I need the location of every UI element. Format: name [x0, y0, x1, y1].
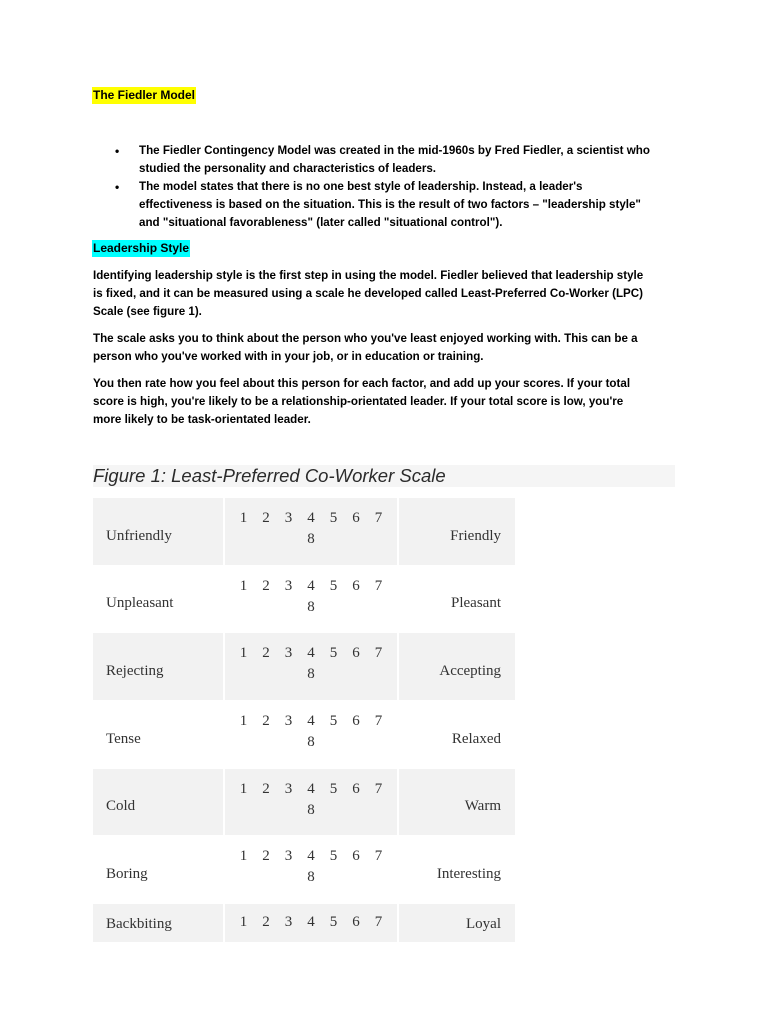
lpc-cell-scale	[225, 769, 397, 836]
rating-number: 7	[374, 645, 383, 662]
bullet-dot: •	[115, 144, 120, 158]
bullet-dot: •	[115, 180, 120, 194]
lpc-left-label: Cold	[106, 798, 136, 815]
rating-number: 2	[262, 645, 270, 662]
paragraph-line: score is high, you're likely to be a relationship-orientated leader. If your total score is low, you're	[93, 395, 624, 408]
rating-number: 6	[352, 914, 360, 931]
rating-number: 2	[262, 577, 270, 594]
rating-number: 1	[239, 645, 248, 662]
lpc-cell-right	[399, 498, 515, 565]
rating-number: 2	[262, 848, 270, 865]
rating-number: 5	[329, 713, 338, 730]
lpc-cell-right	[399, 566, 515, 633]
rating-number: 8	[307, 801, 315, 818]
paragraph	[93, 330, 673, 366]
lpc-left-label: Backbiting	[106, 916, 172, 933]
rating-number: 7	[374, 577, 383, 594]
lpc-row	[93, 632, 515, 700]
rating-number: 7	[374, 914, 383, 931]
lpc-right-label: Friendly	[450, 527, 501, 544]
lpc-cell-scale	[225, 498, 397, 565]
bullet-line: The model states that there is no one best style of leadership. Instead, a leader's	[139, 180, 583, 193]
lpc-left-label: Rejecting	[106, 663, 164, 680]
rating-number: 4	[307, 914, 315, 931]
rating-number: 4	[307, 780, 315, 797]
rating-number: 6	[352, 510, 360, 526]
rating-number: 8	[307, 598, 315, 615]
rating-number: 1	[239, 577, 248, 594]
rating-number: 5	[329, 645, 338, 662]
paragraph-line: Identifying leadership style is the first step in using the model. Fiedler believed that leadership style	[93, 269, 644, 282]
rating-number: 5	[329, 780, 338, 797]
figure-title-bar	[93, 465, 675, 487]
rating-number: 7	[374, 848, 383, 865]
lpc-cell-left	[93, 633, 223, 700]
lpc-row	[93, 903, 515, 942]
lpc-scale-table	[93, 497, 515, 942]
rating-number: 5	[329, 914, 338, 931]
lpc-left-label: Boring	[106, 866, 148, 883]
lpc-right-label: Warm	[464, 798, 501, 815]
paragraph	[93, 267, 673, 321]
rating-number: 7	[374, 713, 383, 730]
rating-number: 2	[262, 914, 270, 931]
figure-title: Figure 1: Least-Preferred Co-Worker Scale	[93, 465, 446, 486]
rating-number: 4	[307, 848, 315, 865]
lpc-cell-right	[399, 836, 515, 903]
lpc-left-label: Unfriendly	[106, 527, 172, 544]
rating-number: 6	[352, 645, 360, 662]
lpc-right-label: Relaxed	[451, 730, 501, 747]
rating-number: 8	[307, 734, 315, 751]
lpc-row	[93, 835, 515, 903]
lpc-cell-left	[93, 904, 223, 942]
page-title: The Fiedler Model	[93, 88, 196, 102]
lpc-cell-left	[93, 566, 223, 633]
lpc-right-label: Accepting	[439, 663, 501, 680]
rating-number: 5	[329, 848, 338, 865]
paragraph-line: You then rate how you feel about this person for each factor, and add up your scores. If your total	[93, 377, 631, 390]
lpc-cell-right	[399, 769, 515, 836]
rating-number: 6	[352, 848, 360, 865]
lpc-row	[93, 768, 515, 836]
rating-number: 4	[307, 510, 315, 526]
rating-scale	[225, 576, 397, 618]
rating-scale	[225, 846, 397, 888]
bullet-line: studied the personality and characteristics of leaders.	[139, 162, 437, 175]
bullet-item	[115, 142, 684, 178]
rating-number: 5	[329, 577, 338, 594]
rating-number: 2	[262, 510, 270, 526]
rating-number: 5	[329, 510, 338, 526]
bullet-item	[115, 178, 684, 232]
rating-number: 6	[352, 780, 360, 797]
paragraph	[93, 375, 673, 429]
rating-number: 3	[284, 914, 293, 931]
rating-number: 3	[284, 645, 293, 662]
bullet-line: effectiveness is based on the situation. This is the result of two factors – "leadership style"	[139, 198, 641, 211]
lpc-cell-right	[399, 904, 515, 942]
rating-number: 6	[352, 713, 360, 730]
paragraph-line: is fixed, and it can be measured using a scale he developed called Least-Preferred Co-Worker (LPC)	[93, 287, 644, 300]
rating-number: 7	[374, 780, 383, 797]
lpc-left-label: Tense	[106, 730, 141, 747]
lpc-cell-left	[93, 769, 223, 836]
bullet-list	[115, 142, 684, 232]
lpc-cell-scale	[225, 566, 397, 633]
lpc-cell-scale	[225, 836, 397, 903]
lpc-cell-scale	[225, 633, 397, 700]
lpc-cell-right	[399, 633, 515, 700]
rating-number: 1	[239, 914, 248, 931]
paragraph-line: more likely to be task-orientated leader.	[93, 413, 311, 426]
rating-scale	[225, 643, 397, 685]
paragraph-line: person who you've worked with in your job, or in education or training.	[93, 350, 484, 363]
lpc-cell-left	[93, 836, 223, 903]
bullet-line: The Fiedler Contingency Model was created in the mid-1960s by Fred Fiedler, a scientist who	[139, 144, 650, 157]
rating-number: 3	[284, 713, 293, 730]
rating-number: 1	[239, 510, 248, 526]
rating-number: 4	[307, 713, 315, 730]
lpc-cell-scale	[225, 701, 397, 768]
paragraph-line: The scale asks you to think about the person who you've least enjoyed working with. This can be a	[93, 332, 638, 345]
rating-scale	[225, 779, 397, 821]
rating-number: 3	[284, 848, 293, 865]
section-heading: Leadership Style	[93, 241, 190, 255]
rating-number: 3	[284, 510, 293, 526]
lpc-cell-right	[399, 701, 515, 768]
rating-number: 3	[284, 780, 293, 797]
rating-number: 1	[239, 848, 248, 865]
rating-number: 2	[262, 780, 270, 797]
rating-scale	[225, 508, 397, 550]
rating-number: 1	[239, 713, 248, 730]
rating-scale	[225, 912, 397, 933]
lpc-right-label: Interesting	[436, 866, 501, 883]
lpc-right-label: Loyal	[466, 916, 501, 933]
lpc-row	[93, 497, 515, 565]
rating-number: 3	[284, 577, 293, 594]
rating-number: 8	[307, 666, 315, 683]
lpc-cell-left	[93, 701, 223, 768]
rating-number: 8	[307, 531, 315, 547]
paragraph-line: Scale (see figure 1).	[93, 305, 202, 318]
rating-number: 4	[307, 577, 315, 594]
rating-number: 8	[307, 869, 315, 886]
rating-number: 2	[262, 713, 270, 730]
rating-number: 6	[352, 577, 360, 594]
lpc-right-label: Pleasant	[451, 595, 501, 612]
rating-scale	[225, 711, 397, 753]
rating-number: 4	[307, 645, 315, 662]
lpc-left-label: Unpleasant	[106, 595, 174, 612]
bullet-line: and "situational favorableness" (later called "situational control").	[139, 216, 503, 229]
lpc-cell-scale	[225, 904, 397, 942]
rating-number: 1	[239, 780, 248, 797]
rating-number: 7	[374, 510, 383, 526]
lpc-row	[93, 565, 515, 633]
lpc-cell-left	[93, 498, 223, 565]
lpc-row	[93, 700, 515, 768]
